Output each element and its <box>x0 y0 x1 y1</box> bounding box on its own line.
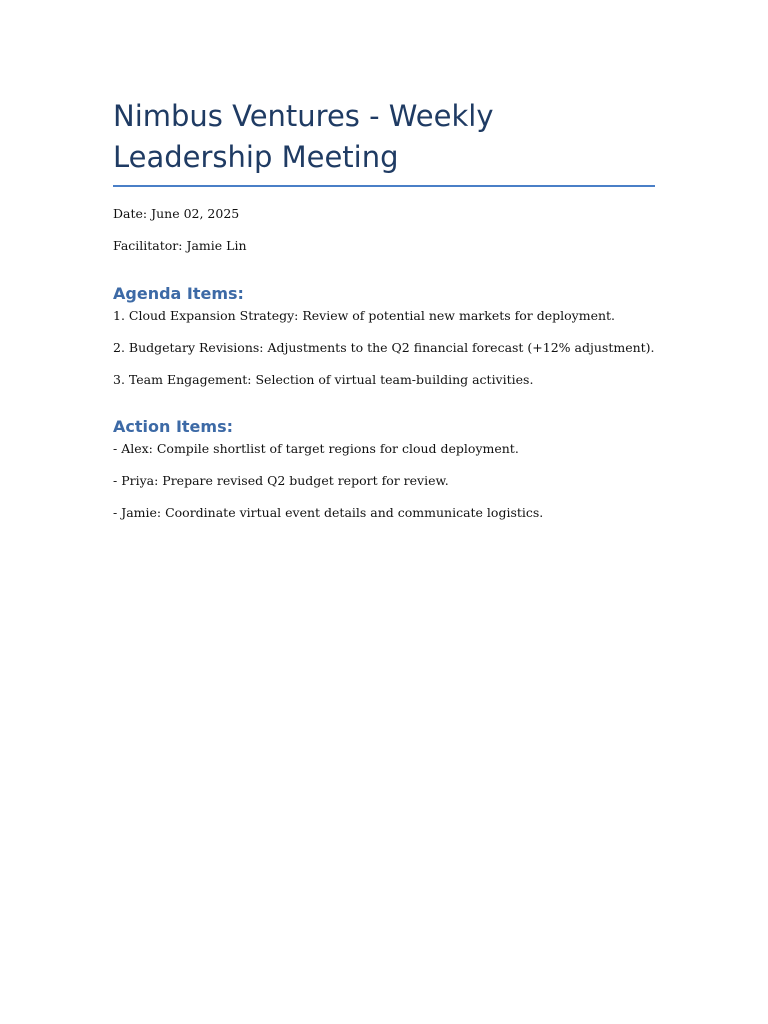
document-title: Nimbus Ventures - Weekly Leadership Meeting <box>113 96 655 187</box>
agenda-heading: Agenda Items: <box>113 284 244 303</box>
action-item: - Jamie: Coordinate virtual event details and communicate logistics. <box>113 505 544 520</box>
agenda-item: 3. Team Engagement: Selection of virtual team-building activities. <box>113 372 534 387</box>
meeting-meta <box>113 206 655 254</box>
document-page <box>113 96 655 537</box>
agenda-section <box>113 283 655 388</box>
agenda-item: 1. Cloud Expansion Strategy: Review of potential new markets for deployment. <box>113 308 616 323</box>
action-item: - Alex: Compile shortlist of target regions for cloud deployment. <box>113 441 519 456</box>
action-items-heading: Action Items: <box>113 417 233 436</box>
meeting-facilitator: Facilitator: Jamie Lin <box>113 238 247 253</box>
meeting-date: Date: June 02, 2025 <box>113 206 240 221</box>
agenda-item: 2. Budgetary Revisions: Adjustments to the Q2 financial forecast (+12% adjustment). <box>113 340 655 355</box>
action-items-section <box>113 416 655 521</box>
action-item: - Priya: Prepare revised Q2 budget report for review. <box>113 473 449 488</box>
